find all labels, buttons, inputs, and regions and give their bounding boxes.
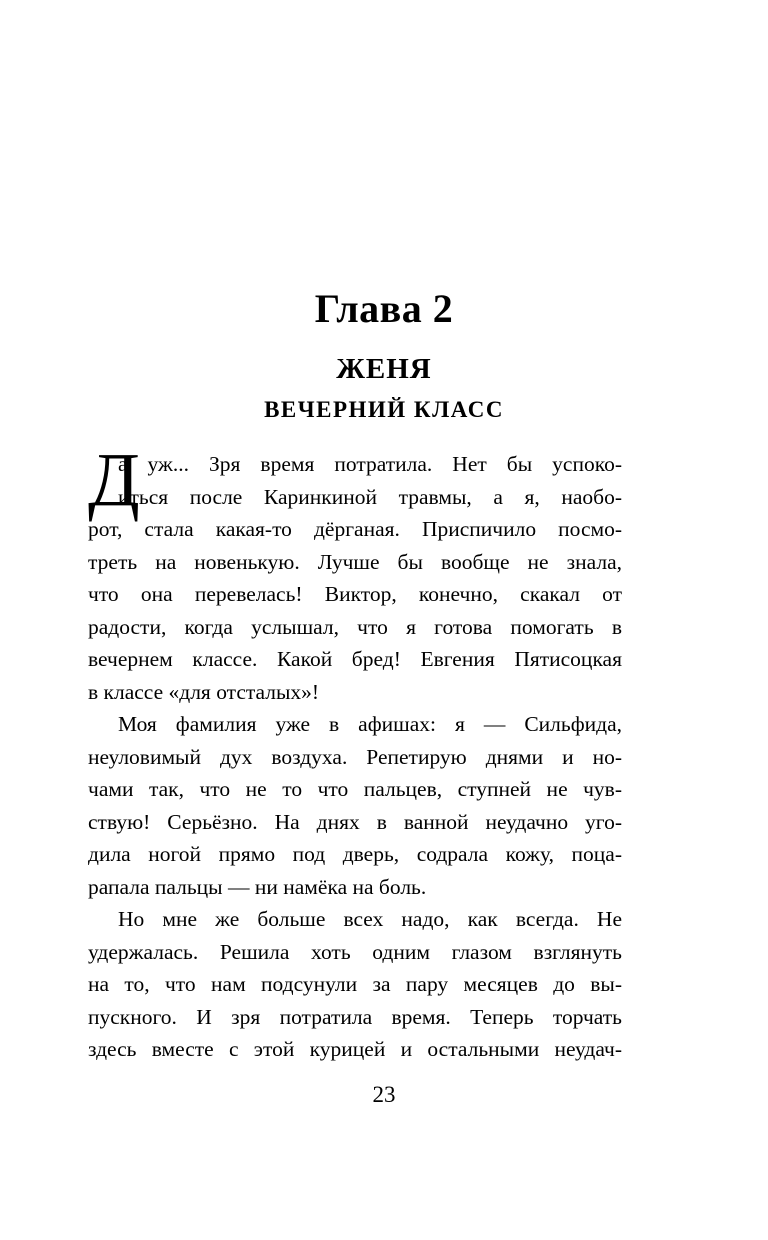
text-line: неуловимый дух воздуха. Репетирую днями и но- [88, 744, 622, 769]
text-line: на то, что нам подсунули за пару месяцев до вы- [88, 972, 622, 996]
text-line: иться после Каринкиной травмы, а я, наобо- [118, 484, 622, 509]
text-line: пускного. И зря потратила время. Теперь торчать [88, 1004, 622, 1029]
text-line: чами так, что не то что пальцев, ступней не чув- [88, 777, 622, 801]
text-line: рот, стала какая-то дёрганая. Приспичило посмо- [88, 517, 622, 541]
text-line: Моя фамилия уже в афишах: я — Сильфида, [118, 712, 622, 736]
text-line: вечернем классе. Какой бред! Евгения Пятисоцкая [88, 647, 622, 671]
text-line: дила ногой прямо под дверь, содрала кожу, поца- [88, 842, 622, 866]
text-line: что она перевелась! Виктор, конечно, скакал от [88, 582, 622, 606]
text-line: удержалась. Решила хоть одним глазом взглянуть [88, 939, 622, 964]
text-line: здесь вместе с этой курицей и остальными неудач- [88, 1037, 622, 1061]
text-line: а уж... Зря время потратила. Нет бы успоко- [118, 452, 622, 476]
text-line: радости, когда услышал, что я готова помогать в [88, 614, 622, 639]
text-line: в классе «для отсталых»! [88, 679, 320, 704]
text-line: Но мне же больше всех надо, как всегда. Не [118, 907, 622, 931]
page-number: 23 [372, 1082, 396, 1107]
text-line: треть на новенькую. Лучше бы вообще не знала, [88, 549, 622, 574]
chapter-subtitle-2: ВЕЧЕРНИЙ КЛАСС [264, 397, 504, 422]
drop-cap-letter: Д [88, 438, 140, 522]
body-text [88, 448, 622, 1066]
chapter-title: Глава 2 [314, 286, 454, 331]
text-line: рапала пальцы — ни намёка на боль. [88, 874, 427, 899]
text-line: ствую! Серьёзно. На днях в ванной неудачно уго- [88, 809, 622, 834]
chapter-subtitle: ЖЕНЯ [336, 353, 432, 385]
